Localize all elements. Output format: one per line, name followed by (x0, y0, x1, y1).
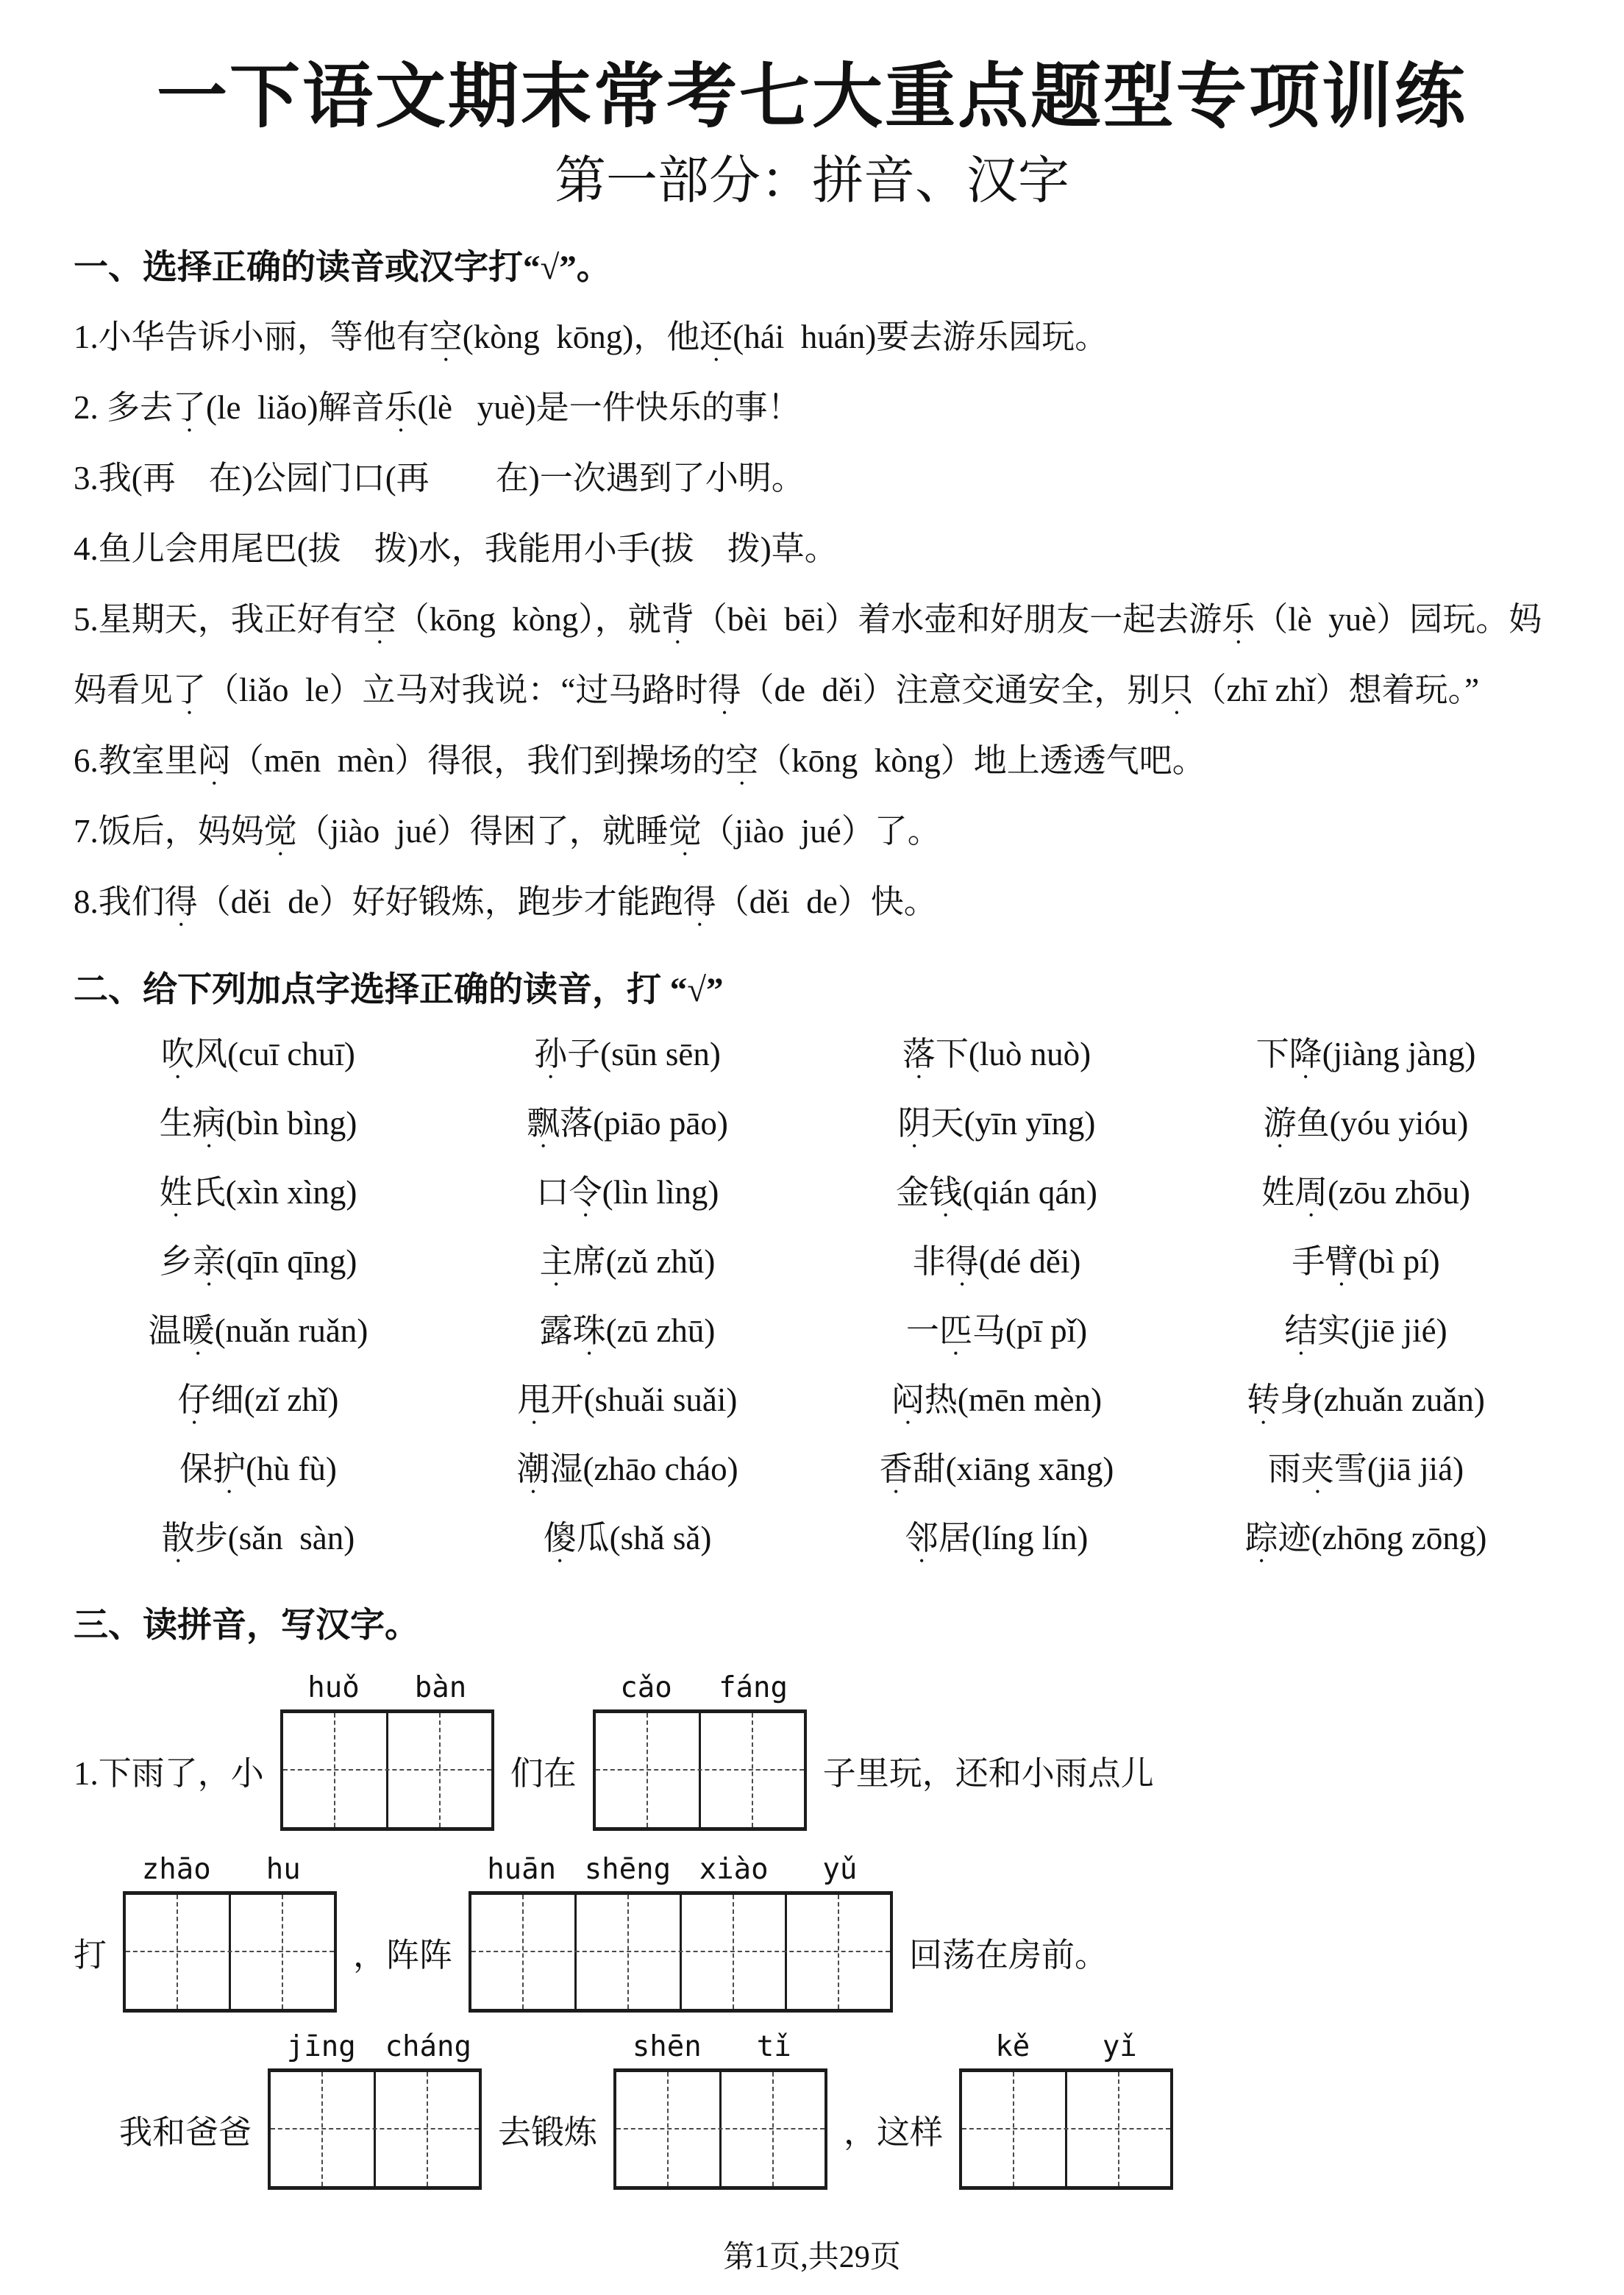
writing-cell (787, 1895, 890, 2009)
writing-grid (280, 1709, 494, 1831)
s3-text: 们在 (510, 1754, 577, 1792)
pinyin-choice-item: 金钱(qián qán) (896, 1173, 1097, 1211)
dotted-char: 得 (683, 883, 716, 920)
dotted-char: 结 (1284, 1312, 1318, 1349)
writing-cell (596, 1713, 701, 1827)
dotted-char: 夹 (1300, 1450, 1334, 1487)
writing-cell (1067, 2072, 1170, 2186)
pinyin-syllable: hu (266, 1852, 301, 1886)
writing-grid (123, 1891, 337, 2013)
dotted-char: 了 (173, 388, 207, 426)
dotted-char: 邻 (905, 1519, 939, 1556)
dotted-char: 钱 (929, 1173, 963, 1211)
dotted-char: 背 (660, 600, 694, 638)
writing-row (74, 1852, 1550, 2013)
writing-grid-group (593, 1670, 807, 1831)
pinyin-syllable: huān (487, 1852, 557, 1886)
writing-cell (126, 1895, 231, 2009)
s3-text: 我和爸爸 (119, 2113, 252, 2151)
section3-heading: 三、读拼音，写汉字。 (74, 1606, 419, 1645)
pinyin-syllable: jīng (286, 2029, 356, 2063)
exercise-item: 3.我(再 在)公园门口(再 在)一次遇到了小明。 (74, 459, 805, 497)
dotted-char: 臂 (1325, 1242, 1358, 1280)
pinyin-label (280, 1671, 494, 1704)
pinyin-choice-item: 傻瓜(shǎ sǎ) (543, 1519, 712, 1556)
dotted-char: 了 (173, 671, 207, 708)
pinyin-syllable: kě (995, 2029, 1030, 2063)
dotted-char: 病 (192, 1104, 226, 1142)
dotted-char: 闷 (891, 1381, 925, 1418)
pinyin-choice-item: 香甜(xiāng xāng) (879, 1450, 1114, 1487)
pinyin-choice-item: 甩开(shuǎi suǎi) (517, 1381, 738, 1418)
s3-text: 子里玩，还和小雨点儿 (822, 1754, 1154, 1792)
dotted-char: 暖 (181, 1312, 215, 1349)
dotted-char: 仔 (177, 1381, 211, 1418)
pinyin-choice-item: 踪迹(zhōng zōng) (1244, 1519, 1487, 1556)
pinyin-syllable: yǐ (1102, 2029, 1137, 2063)
exercise-item: 4.鱼儿会用尾巴(拔 拨)水，我能用小手(拔 拨)草。 (74, 530, 838, 567)
dotted-char: 降 (1289, 1035, 1322, 1072)
pinyin-choice-item: 转身(zhuǎn zuǎn) (1247, 1381, 1485, 1418)
section2-word-grid (74, 1020, 1550, 1573)
dotted-char: 游 (1263, 1104, 1297, 1142)
dotted-char: 还 (699, 318, 733, 355)
pinyin-syllable: shēn (632, 2029, 702, 2063)
writing-cell (283, 1713, 388, 1827)
dotted-char: 傻 (543, 1519, 577, 1556)
dotted-char: 闷 (197, 741, 231, 779)
pinyin-choice-item: 邻居(líng lín) (905, 1519, 1089, 1556)
pinyin-choice-item: 下降(jiàng jàng) (1256, 1035, 1476, 1072)
pinyin-choice-item: 仔细(zǐ zhǐ) (177, 1381, 339, 1418)
dotted-char: 甩 (517, 1381, 551, 1418)
pinyin-choice-item: 飘落(piāo pāo) (527, 1104, 728, 1142)
pinyin-syllable: bàn (414, 1670, 467, 1704)
section1-items (74, 302, 1550, 937)
dotted-char: 空 (725, 741, 759, 779)
pinyin-choice-item: 一匹马(pī pǐ) (905, 1312, 1088, 1349)
dotted-char: 乐 (1222, 600, 1256, 638)
writing-row (119, 2029, 1550, 2190)
dotted-char: 踪 (1244, 1519, 1278, 1556)
pinyin-label (959, 2030, 1173, 2063)
dotted-char: 匹 (939, 1312, 972, 1349)
exercise-item: 7.饭后，妈妈觉（jiào jué）得困了，就睡觉（jiào jué）了。 (74, 812, 941, 850)
pinyin-choice-item: 结实(jiē jié) (1284, 1312, 1447, 1349)
pinyin-choice-item: 口令(lìn lìng) (535, 1173, 719, 1211)
writing-cell (376, 2072, 479, 2186)
pinyin-choice-item: 主席(zǔ zhǔ) (539, 1242, 716, 1280)
writing-cell (722, 2072, 825, 2186)
pinyin-choice-item: 潮湿(zhāo cháo) (516, 1450, 738, 1487)
pinyin-label (469, 1853, 893, 1886)
pinyin-choice-item: 温暖(nuǎn ruǎn) (148, 1312, 368, 1349)
writing-cell (388, 1713, 491, 1827)
dotted-char: 觉 (668, 812, 702, 850)
dotted-char: 只 (1160, 671, 1194, 708)
writing-grid (613, 2068, 827, 2190)
page-footer: 第1页,共29页 (723, 2240, 901, 2274)
pinyin-syllable: xiào (699, 1852, 769, 1886)
writing-grid-group (268, 2029, 482, 2190)
exercise-item: 6.教室里闷（mēn mèn）得很，我们到操场的空（kōng kòng）地上透透气吧。 (74, 741, 1205, 779)
s3-text: 1.下雨了，小 (74, 1754, 264, 1792)
section1-heading: 一、选择正确的读音或汉字打“√”。 (74, 248, 611, 287)
dotted-char: 阴 (897, 1104, 931, 1142)
writing-grid (959, 2068, 1173, 2190)
pinyin-syllable: cháng (385, 2029, 471, 2063)
s3-text: ，阵阵 (353, 1936, 453, 1974)
dotted-char: 亲 (192, 1242, 226, 1280)
pinyin-choice-item: 孙子(sūn sēn) (534, 1035, 721, 1072)
dotted-char: 空 (363, 600, 396, 638)
writing-grid-group (469, 1852, 893, 2013)
writing-grid-group (613, 2029, 827, 2190)
exercise-item: 1.小华告诉小丽，等他有空(kòng kōng)，他还(hái huán)要去游乐园玩。 (74, 318, 1108, 355)
writing-cell (271, 2072, 376, 2186)
pinyin-choice-item: 乡亲(qīn qīng) (159, 1242, 357, 1280)
pinyin-syllable: fáng (719, 1670, 788, 1704)
writing-grid-group (123, 1852, 337, 2013)
dotted-char: 吹 (161, 1035, 195, 1072)
writing-cell (231, 1895, 334, 2009)
dotted-char: 得 (164, 883, 198, 920)
section3-rows (74, 1670, 1550, 2190)
pinyin-choice-item: 姓周(zōu zhōu) (1261, 1173, 1470, 1211)
pinyin-choice-item: 非得(dé děi) (912, 1242, 1081, 1280)
pinyin-label (613, 2030, 827, 2063)
s3-text: 去锻炼 (498, 2113, 598, 2151)
dotted-char: 周 (1294, 1173, 1328, 1211)
dotted-char: 主 (539, 1242, 573, 1280)
dotted-char: 得 (708, 671, 741, 708)
pinyin-choice-item: 雨夹雪(jiā jiá) (1267, 1450, 1464, 1487)
writing-row (74, 1670, 1550, 1831)
dotted-char: 潮 (516, 1450, 550, 1487)
pinyin-choice-item: 散步(sǎn sàn) (161, 1519, 355, 1556)
pinyin-syllable: shēng (584, 1852, 672, 1886)
writing-cell (471, 1895, 577, 2009)
writing-cell (962, 2072, 1067, 2186)
writing-cell (616, 2072, 722, 2186)
dotted-char: 孙 (534, 1035, 568, 1072)
dotted-char: 姓 (159, 1173, 193, 1211)
pinyin-syllable: tǐ (756, 2029, 791, 2063)
writing-cell (701, 1713, 804, 1827)
pinyin-syllable: zhāo (141, 1852, 211, 1886)
writing-grid-group (959, 2029, 1173, 2190)
dotted-char: 护 (213, 1450, 246, 1487)
page-content (74, 244, 1550, 2190)
pinyin-syllable: huǒ (307, 1670, 360, 1704)
pinyin-choice-item: 游鱼(yóu yióu) (1263, 1104, 1469, 1142)
pinyin-choice-item: 露珠(zū zhū) (539, 1312, 716, 1349)
writing-cell (682, 1895, 787, 2009)
pinyin-label (123, 1853, 337, 1886)
writing-grid (593, 1709, 807, 1831)
s3-text: 打 (74, 1936, 107, 1974)
pinyin-label (268, 2030, 482, 2063)
pinyin-choice-item: 阴天(yīn yīng) (897, 1104, 1096, 1142)
pinyin-syllable: cǎo (620, 1670, 672, 1704)
writing-grid-group (280, 1670, 494, 1831)
dotted-char: 散 (161, 1519, 195, 1556)
pinyin-choice-item: 手臂(bì pí) (1292, 1242, 1440, 1280)
dotted-char: 觉 (263, 812, 297, 850)
dotted-char: 转 (1247, 1381, 1281, 1418)
writing-grid (469, 1891, 893, 2013)
dotted-char: 乐 (384, 388, 418, 426)
pinyin-label (593, 1671, 807, 1704)
dotted-char: 香 (879, 1450, 913, 1487)
pinyin-syllable: yǔ (822, 1852, 858, 1886)
exercise-item: 8.我们得（děi de）好好锻炼，跑步才能跑得（děi de）快。 (74, 883, 937, 920)
writing-grid (268, 2068, 482, 2190)
dotted-char: 珠 (572, 1312, 606, 1349)
exercise-item: 5.星期天，我正好有空（kōng kòng），就背（bèi bēi）着水壶和好朋友一起去游乐（lè yuè）园玩。妈妈看见了（liǎo le）立马对我说：“过马路时得（de děi）注意交通安全，别只（zhī zhǐ）想着玩。” (74, 600, 1542, 708)
s3-text: 回荡在房前。 (909, 1936, 1108, 1974)
section2-heading: 二、给下列加点字选择正确的读音，打 “√” (74, 970, 724, 1009)
dotted-char: 落 (902, 1035, 936, 1072)
exercise-item: 2. 多去了(le liǎo)解音乐(lè yuè)是一件快乐的事！ (74, 388, 801, 426)
pinyin-choice-item: 保护(hù fù) (179, 1450, 337, 1487)
s3-text: ，这样 (844, 2113, 944, 2151)
page-title: 一下语文期末常考七大重点题型专项训练 (157, 57, 1467, 136)
pinyin-choice-item: 落下(luò nuò) (902, 1035, 1091, 1072)
page-subtitle: 第一部分：拼音、汉字 (555, 152, 1069, 210)
writing-cell (577, 1895, 682, 2009)
pinyin-choice-item: 生病(bìn bìng) (159, 1104, 357, 1142)
pinyin-choice-item: 姓氏(xìn xìng) (159, 1173, 357, 1211)
pinyin-choice-item: 闷热(mēn mèn) (891, 1381, 1103, 1418)
dotted-char: 令 (569, 1173, 602, 1211)
dotted-char: 飘 (527, 1104, 560, 1142)
pinyin-choice-item: 吹风(cuī chuī) (161, 1035, 355, 1072)
dotted-char: 空 (429, 318, 463, 355)
dotted-char: 得 (945, 1242, 979, 1280)
